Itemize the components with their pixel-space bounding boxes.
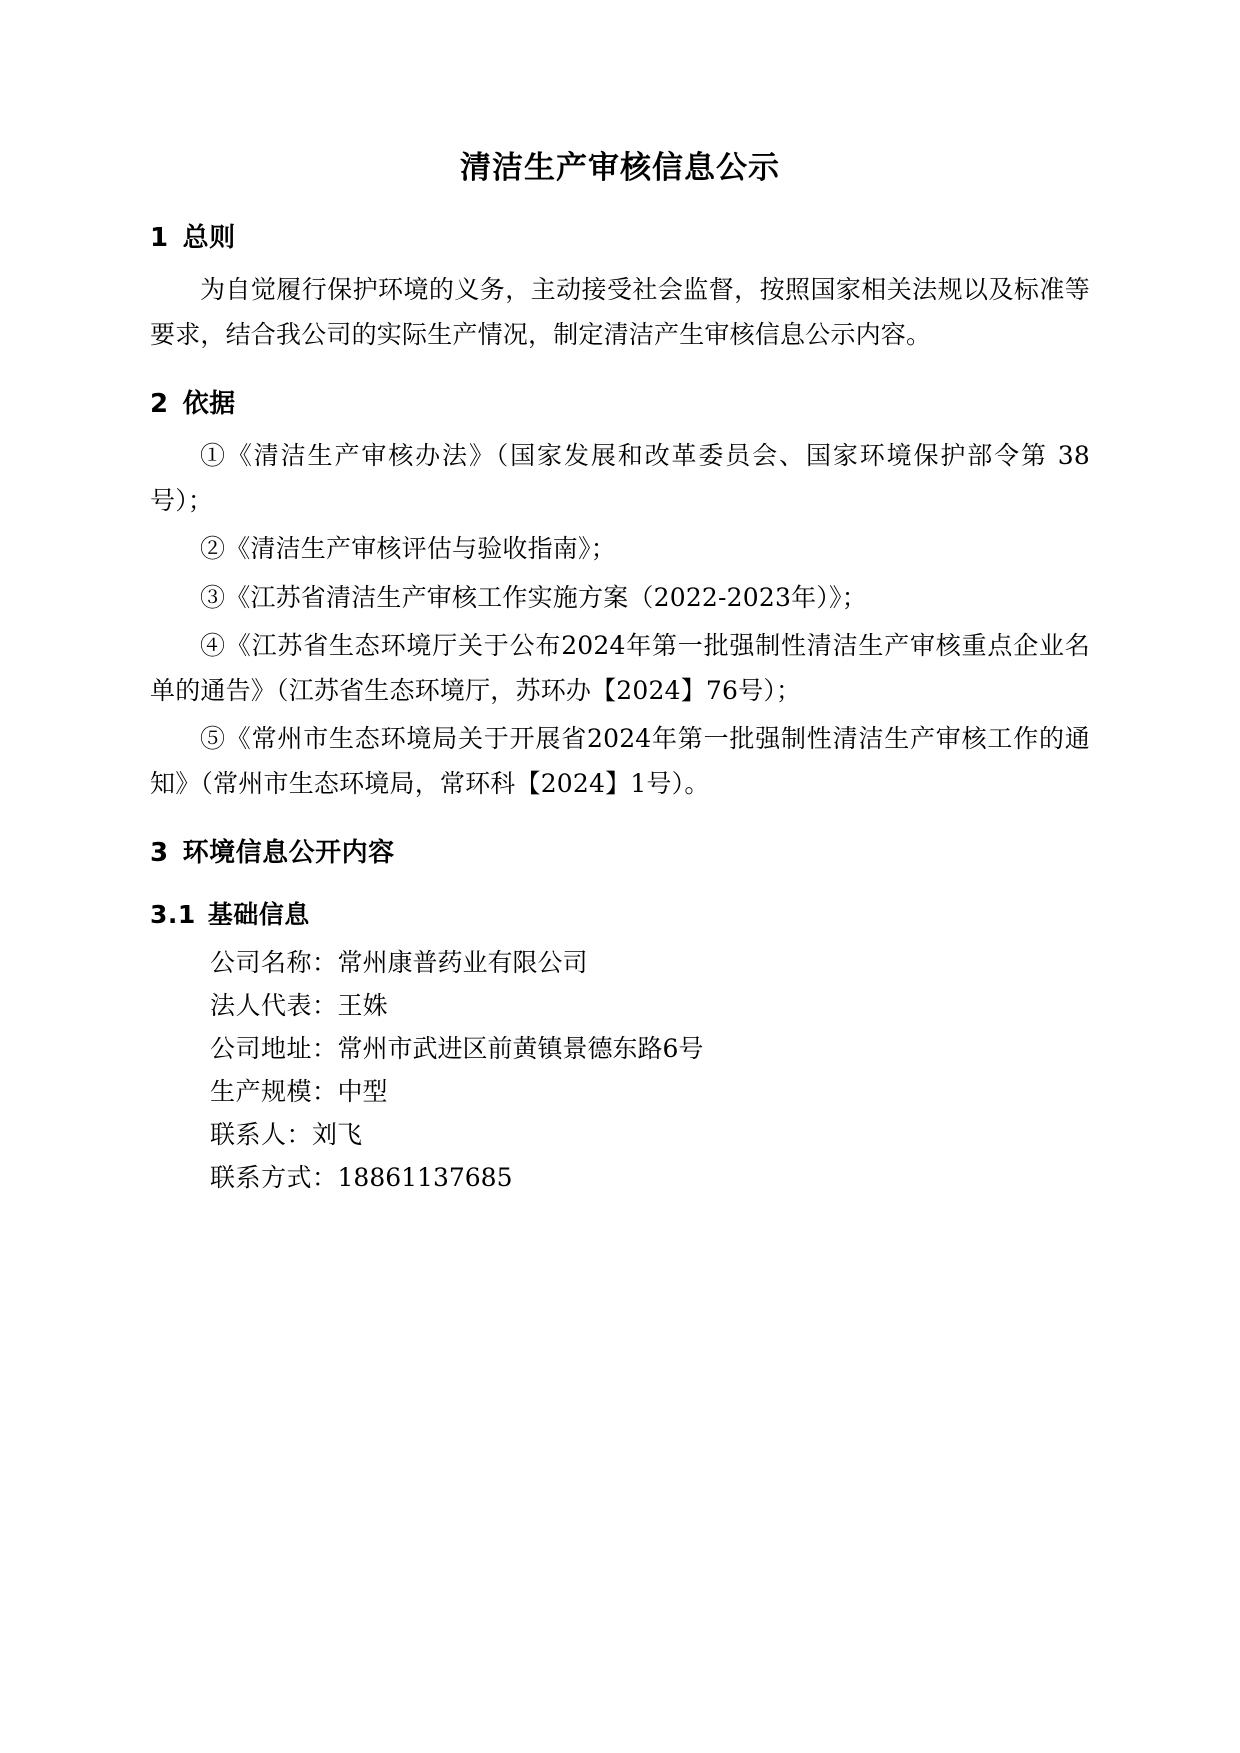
page-title: 清洁生产审核信息公示: [460, 150, 780, 186]
section-title-3: 环境信息公开内容: [182, 838, 395, 868]
section-title-1: 总则: [182, 223, 236, 253]
list-item: [150, 1070, 1090, 1113]
section-2-paragraph-5: ⑤《常州市生态环境局关于开展省2024年第一批强制性清洁生产审核工作的通知》（常州市生态环境局，常环科【2024】1号）。: [150, 724, 1090, 798]
info-label-contact-phone: 联系方式：: [210, 1163, 338, 1192]
subsection-heading-3-1: [150, 895, 1090, 931]
info-value-contact-phone: 18861137685: [337, 1163, 513, 1192]
info-label-company-address: 公司地址：: [210, 1034, 338, 1063]
section-2-paragraph-3: ③《江苏省清洁生产审核工作实施方案（2022-2023年）》；: [200, 582, 867, 612]
section-heading-3: [150, 832, 1090, 869]
list-item: [150, 1156, 1090, 1199]
list-item: [150, 984, 1090, 1027]
info-label-production-scale: 生产规模：: [210, 1077, 338, 1106]
info-value-production-scale: 中型: [337, 1077, 388, 1106]
info-label-legal-representative: 法人代表：: [210, 991, 338, 1020]
section-1-paragraph-1: 为自觉履行保护环境的义务，主动接受社会监督，按照国家相关法规以及标准等要求，结合我公司的实际生产情况，制定清洁产生审核信息公示内容。: [150, 275, 1090, 349]
info-value-legal-representative: 王姝: [337, 991, 388, 1020]
section-title-2: 依据: [182, 389, 236, 419]
info-value-company-address: 常州市武进区前黄镇景德东路6号: [337, 1034, 704, 1063]
info-value-company-name: 常州康普药业有限公司: [337, 948, 588, 977]
list-item: [150, 1113, 1090, 1156]
info-label-company-name: 公司名称：: [210, 948, 338, 977]
section-heading-2: [150, 383, 1090, 420]
basic-info-list: [150, 941, 1090, 1199]
subsection-number: 3.1: [150, 900, 196, 929]
section-number-1: 1: [150, 223, 169, 253]
section-2-paragraph-1: ①《清洁生产审核办法》（国家发展和改革委员会、国家环境保护部令第 38 号）；: [150, 441, 1090, 515]
subsection-title: 基础信息: [207, 900, 310, 929]
info-value-contact-person: 刘飞: [312, 1120, 363, 1149]
list-item: [150, 941, 1090, 984]
section-number-2: 2: [150, 389, 169, 419]
list-item: [150, 1027, 1090, 1070]
section-heading-1: [150, 217, 1090, 254]
info-label-contact-person: 联系人：: [210, 1120, 313, 1149]
section-number-3: 3: [150, 838, 169, 868]
section-2-paragraph-4: ④《江苏省生态环境厅关于公布2024年第一批强制性清洁生产审核重点企业名单的通告》（江苏省生态环境厅，苏环办【2024】76号）；: [150, 631, 1090, 705]
section-2-paragraph-2: ②《清洁生产审核评估与验收指南》；: [200, 534, 616, 563]
